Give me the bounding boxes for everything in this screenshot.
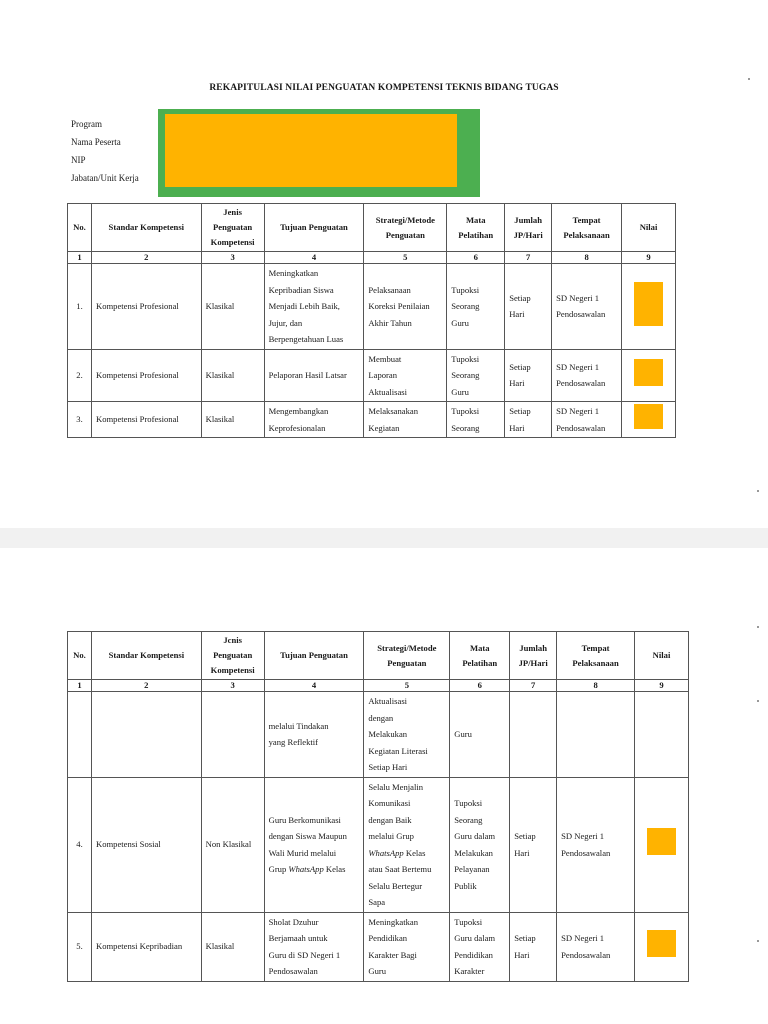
column-number-row [68, 252, 676, 264]
cell-tempat: SD Negeri 1 Pendosawalan [552, 264, 622, 350]
cell-tujuan: Mengembangkan Keprofesionalan [264, 402, 364, 438]
cell-no: 1. [68, 264, 92, 350]
colnum: 5 [364, 252, 447, 264]
cell-standar: Kompetensi Profesional [91, 402, 201, 438]
cell-mata: Tupoksi Seorang [447, 402, 505, 438]
scan-speck [757, 490, 759, 492]
cell-jenis: Klasikal [201, 402, 264, 438]
cell-strategi: Aktualisasi dengan Melakukan Kegiatan Literasi Setiap Hari [364, 692, 450, 778]
cell-strategi: Meningkatkan Pendidikan Karakter Bagi Guru [364, 912, 450, 981]
cell-jenis [201, 692, 264, 778]
colnum: 3 [201, 680, 264, 692]
cell-jumlah: Setiap Hari [505, 264, 552, 350]
cell-mata: Tupoksi Seorang Guru dalam Melakukan Pelayanan Publik [450, 777, 510, 912]
cell-mata: Tupoksi Seorang Guru [447, 264, 505, 350]
cell-jumlah [510, 692, 557, 778]
nilai-redaction [634, 404, 663, 429]
header-standar: Standar Kompetensi [91, 204, 201, 252]
cell-jumlah: Setiap Hari [505, 349, 552, 402]
colnum: 6 [447, 252, 505, 264]
cell-strategi: Membuat Laporan Aktualisasi [364, 349, 447, 402]
nilai-redaction [634, 282, 663, 326]
colnum: 9 [635, 680, 689, 692]
colnum: 8 [557, 680, 635, 692]
header-standar: Standar Kompetensi [91, 632, 201, 680]
header-mata: Mata Pelatihan [450, 632, 510, 680]
cell-tempat: SD Negeri 1 Pendosawalan [557, 777, 635, 912]
label-nip: NIP [71, 155, 86, 165]
colnum: 4 [264, 680, 364, 692]
colnum: 6 [450, 680, 510, 692]
cell-jenis: Klasikal [201, 264, 264, 350]
table-row [68, 264, 676, 350]
header-nilai: Nilai [635, 632, 689, 680]
scan-speck [757, 940, 759, 942]
cell-nilai [622, 349, 676, 402]
cell-jumlah: Setiap Hari [510, 777, 557, 912]
header-jenis: Jcnis Penguatan Kompetensi [201, 632, 264, 680]
nilai-redaction [647, 828, 676, 855]
cell-tujuan: Sholat Dzuhur Berjamaah untuk Guru di SD Negeri 1 Pendosawalan [264, 912, 364, 981]
cell-jumlah: Setiap Hari [505, 402, 552, 438]
cell-standar: Kompetensi Kepribadian [91, 912, 201, 981]
header-jenis: Jenis Penguatan Kompetensi [201, 204, 264, 252]
cell-no: 3. [68, 402, 92, 438]
rekap-table-page-2 [67, 631, 689, 982]
cell-jumlah: Setiap Hari [510, 912, 557, 981]
cell-tempat [557, 692, 635, 778]
cell-nilai [635, 777, 689, 912]
header-row [68, 204, 676, 252]
cell-strategi: Pelaksanaan Koreksi Penilaian Akhir Tahun [364, 264, 447, 350]
cell-nilai [622, 402, 676, 438]
nilai-redaction [647, 930, 676, 957]
table-row [68, 912, 689, 981]
table-row [68, 349, 676, 402]
header-strategi: Strategi/Metode Penguatan [364, 204, 447, 252]
cell-standar: Kompetensi Sosial [91, 777, 201, 912]
header-no: No. [68, 632, 92, 680]
header-strategi: Strategi/Metode Penguatan [364, 632, 450, 680]
header-tujuan: Tujuan Penguatan [264, 632, 364, 680]
header-row [68, 632, 689, 680]
header-tempat: Tempat Pelaksanaan [557, 632, 635, 680]
cell-no: 2. [68, 349, 92, 402]
cell-standar: Kompetensi Profesional [91, 264, 201, 350]
cell-no: 4. [68, 777, 92, 912]
table-row [68, 777, 689, 912]
label-program: Program [71, 119, 102, 129]
cell-jenis: Klasikal [201, 349, 264, 402]
nilai-redaction [634, 359, 663, 386]
colnum: 2 [91, 252, 201, 264]
cell-tempat: SD Negeri 1 Pendosawalan [552, 402, 622, 438]
header-jumlah: Jumlah JP/Hari [505, 204, 552, 252]
label-nama-peserta: Nama Peserta [71, 137, 121, 147]
cell-no: 5. [68, 912, 92, 981]
cell-tujuan: Pelaporan Hasil Latsar [264, 349, 364, 402]
cell-mata: Tupoksi Guru dalam Pendidikan Karakter [450, 912, 510, 981]
column-number-row [68, 680, 689, 692]
cell-tempat: SD Negeri 1 Pendosawalan [557, 912, 635, 981]
rekap-table-page-1 [67, 203, 676, 438]
colnum: 7 [510, 680, 557, 692]
scan-speck [757, 626, 759, 628]
document-page-2 [0, 548, 768, 1024]
colnum: 5 [364, 680, 450, 692]
table-row [68, 402, 676, 438]
colnum: 4 [264, 252, 364, 264]
colnum: 3 [201, 252, 264, 264]
cell-tujuan: melalui Tindakan yang Reflektif [264, 692, 364, 778]
header-tempat: Tempat Pelaksanaan [552, 204, 622, 252]
page-gap [0, 528, 768, 548]
header-nilai: Nilai [622, 204, 676, 252]
identity-labels [71, 118, 139, 190]
cell-nilai [635, 692, 689, 778]
header-no: No. [68, 204, 92, 252]
cell-strategi: Melaksanakan Kegiatan [364, 402, 447, 438]
header-jumlah: Jumlah JP/Hari [510, 632, 557, 680]
header-tujuan: Tujuan Penguatan [264, 204, 364, 252]
cell-no [68, 692, 92, 778]
cell-tempat: SD Negeri 1 Pendosawalan [552, 349, 622, 402]
cell-jenis: Klasikal [201, 912, 264, 981]
scan-speck [748, 78, 750, 80]
cell-mata: Tupoksi Seorang Guru [447, 349, 505, 402]
colnum: 1 [68, 252, 92, 264]
colnum: 9 [622, 252, 676, 264]
label-jabatan: Jabatan/Unit Kerja [71, 173, 139, 183]
redaction-inner [165, 114, 457, 187]
colnum: 2 [91, 680, 201, 692]
colnum: 7 [505, 252, 552, 264]
colnum: 8 [552, 252, 622, 264]
cell-standar: Kompetensi Profesional [91, 349, 201, 402]
cell-strategi: Selalu Menjalin Komunikasi dengan Baik melalui Grup WhatsApp Kelas atau Saat Bertemu Selalu Bertegur Sapa [364, 777, 450, 912]
cell-tujuan: Guru Berkomunikasi dengan Siswa Maupun Wali Murid melalui Grup WhatsApp Kelas [264, 777, 364, 912]
scan-speck [757, 700, 759, 702]
cell-standar [91, 692, 201, 778]
cell-nilai [635, 912, 689, 981]
cell-mata: Guru [450, 692, 510, 778]
cell-nilai [622, 264, 676, 350]
colnum: 1 [68, 680, 92, 692]
cell-jenis: Non Klasikal [201, 777, 264, 912]
header-mata: Mata Pelatihan [447, 204, 505, 252]
cell-tujuan: Meningkatkan Kepribadian Siswa Menjadi Lebih Baik, Jujur, dan Berpengetahuan Luas [264, 264, 364, 350]
table-row-continuation [68, 692, 689, 778]
document-title: REKAPITULASI NILAI PENGUATAN KOMPETENSI TEKNIS BIDANG TUGAS [209, 83, 559, 93]
